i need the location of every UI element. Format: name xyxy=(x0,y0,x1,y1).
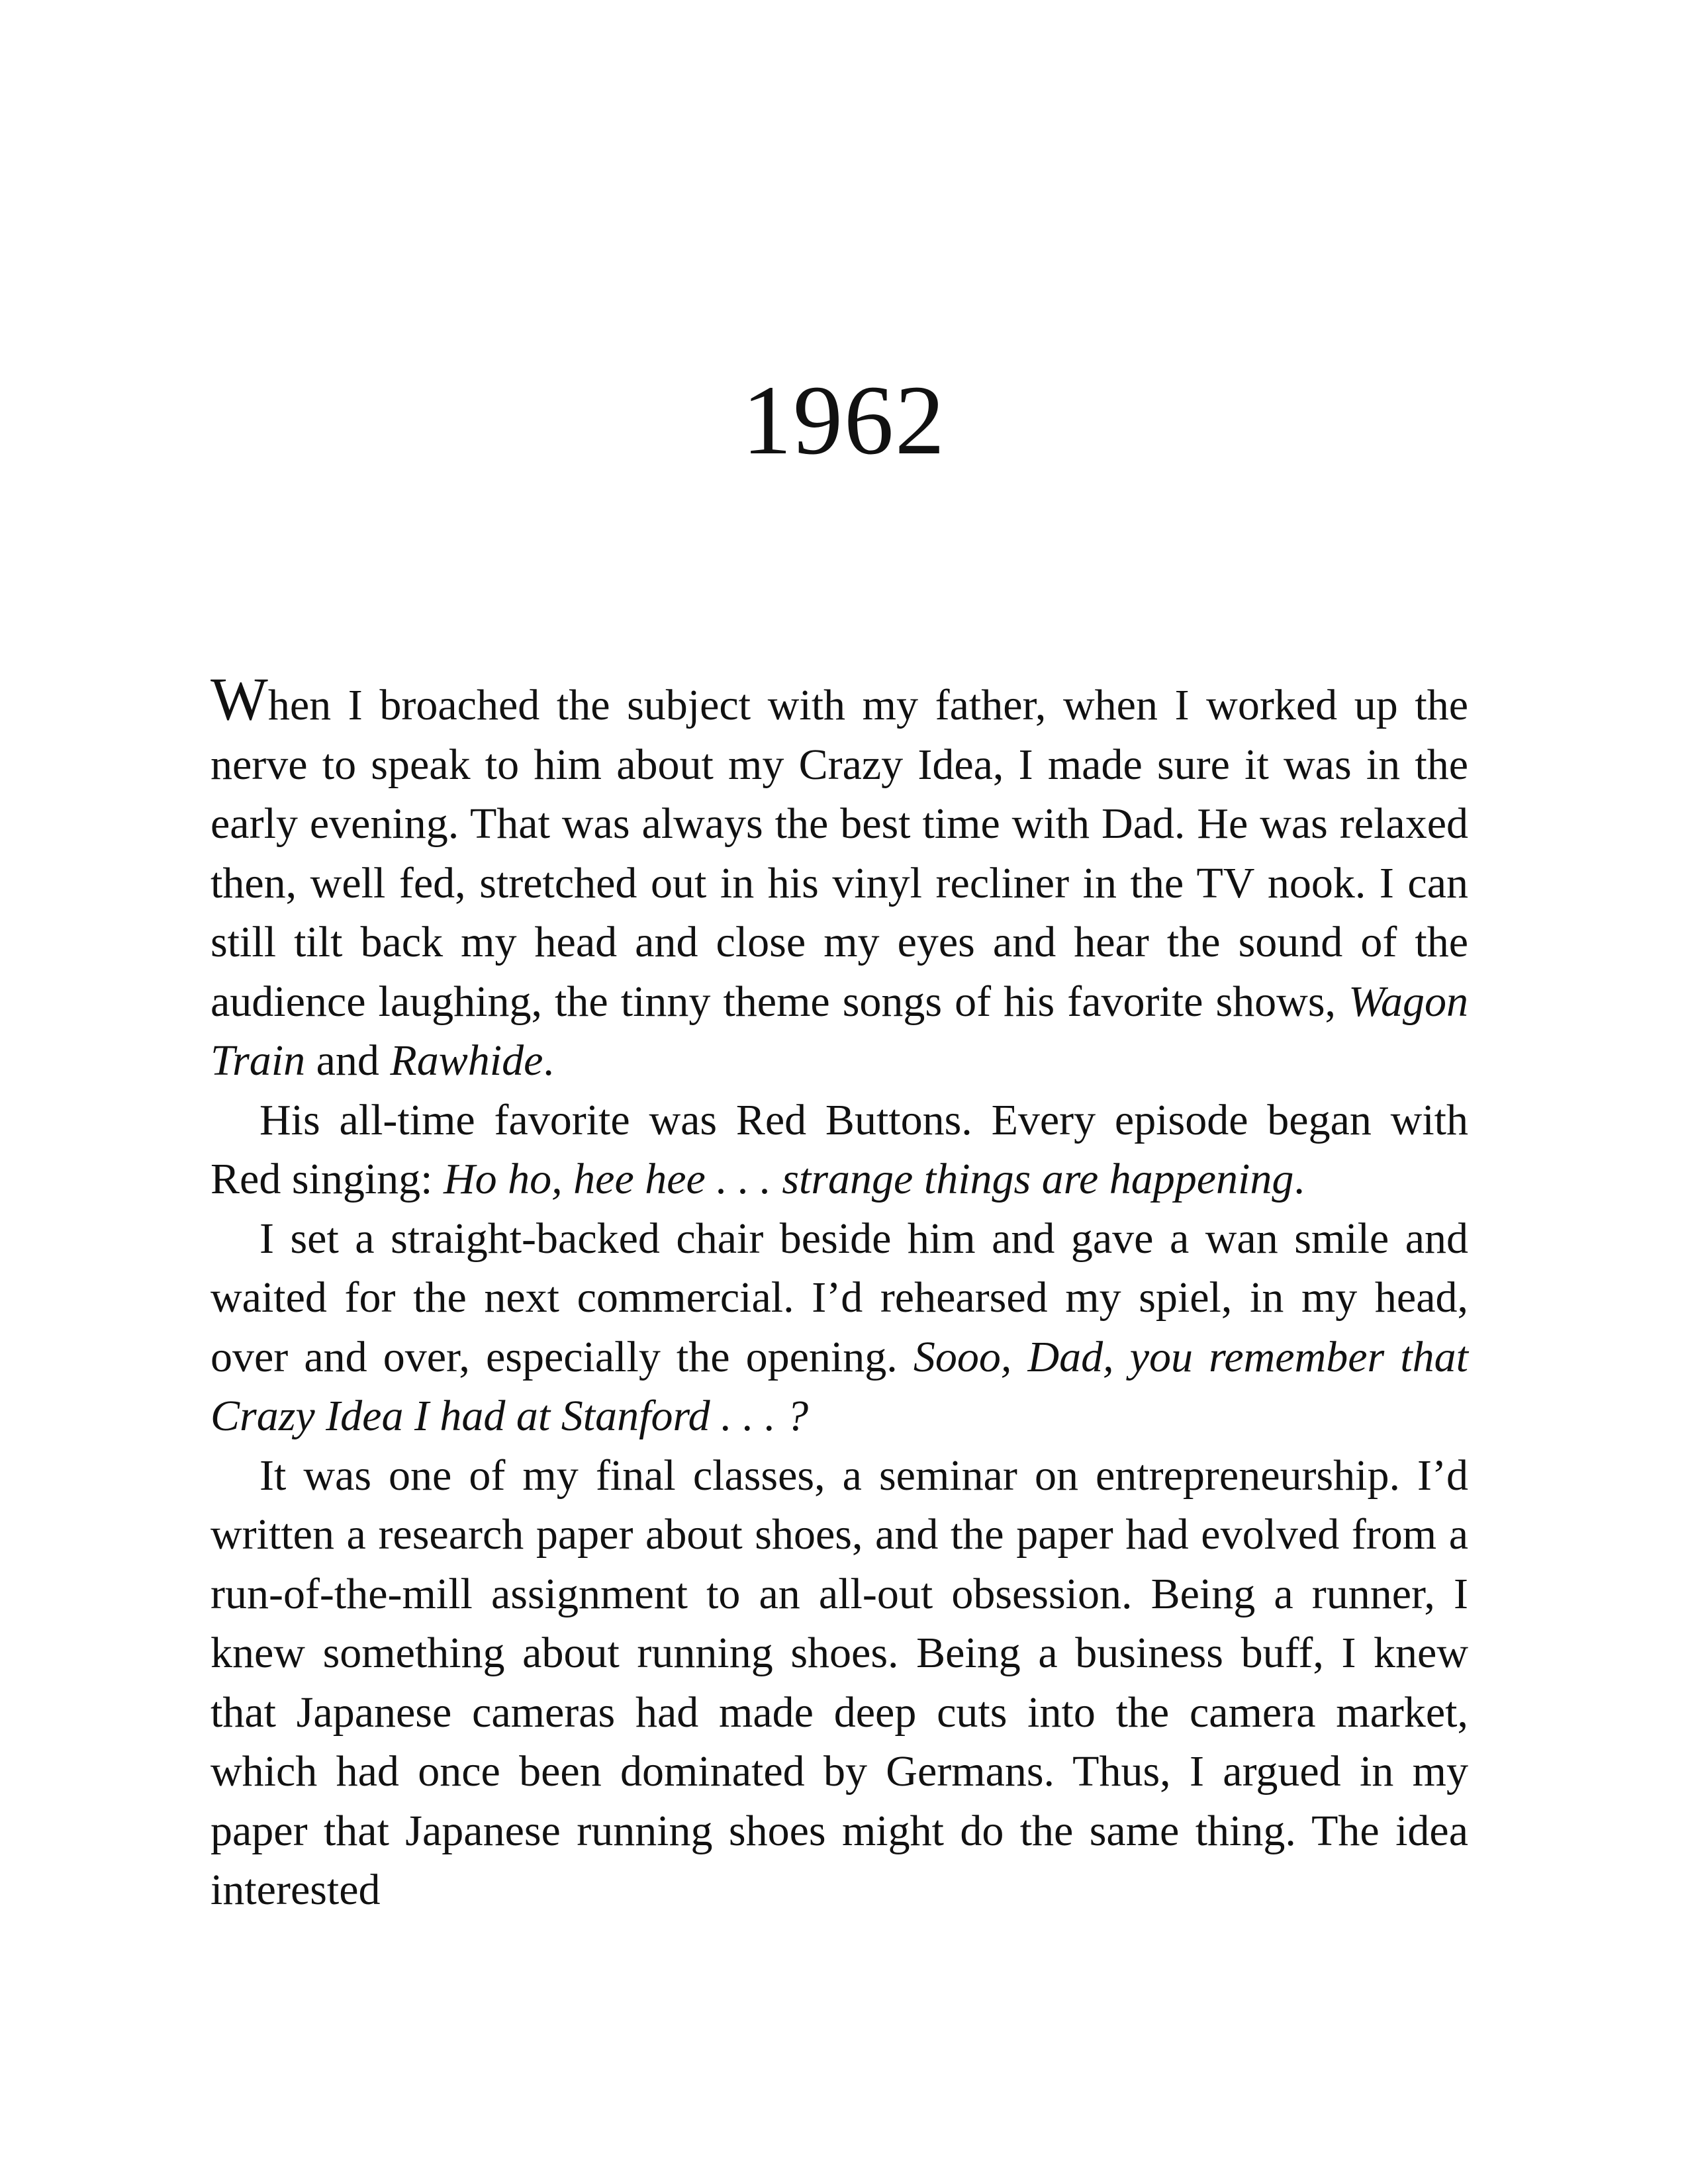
chapter-title: 1962 xyxy=(742,365,946,475)
paragraph-2-end: . xyxy=(1293,1155,1305,1203)
paragraph-1-end: . xyxy=(543,1036,554,1085)
paragraph-1-connector: and xyxy=(305,1036,391,1085)
paragraph-1-text: hen I broached the subject with my father, when I worked up the nerve to speak to him about my Crazy Idea, I made sure it was in the early evening. That was always the best time with Dad. He was relaxed then, well fed, stretched out in his vinyl recliner in the TV nook. I can still tilt back my head and close my eyes and hear the sound of the audience laughing, the tinny theme songs of his favorite shows, xyxy=(211,681,1468,1026)
lead-letter: W xyxy=(211,665,268,733)
song-lyric: Ho ho, hee hee . . . strange things are happening xyxy=(444,1155,1294,1203)
show-title-wagon-train: Wagon Train xyxy=(211,977,1468,1085)
paragraph-4-text: It was one of my final classes, a seminar on entrepreneurship. I’d written a research paper about shoes, and the paper had evolved from a run-of-the-mill assignment to an all-out obsession. Being a runner, I knew something about running shoes. Being a business buff, I knew that Japanese cameras had made deep cuts into the camera market, which had once been dominated by Germans. Thus, I argued in my paper that Japanese running shoes might do the same thing. The idea interested xyxy=(211,1451,1468,1914)
paragraph-1 xyxy=(211,665,1468,1091)
rehearsed-opening: Sooo, Dad, you remember that Crazy Idea I had at Stanford . . . ? xyxy=(211,1332,1468,1440)
paragraph-3 xyxy=(211,1209,1468,1446)
chapter-body xyxy=(211,665,1468,1920)
paragraph-4 xyxy=(211,1446,1468,1920)
lead-word xyxy=(211,665,268,733)
show-title-rawhide: Rawhide xyxy=(390,1036,543,1085)
paragraph-2 xyxy=(211,1091,1468,1209)
paragraph-2-text: His all-time favorite was Red Buttons. Every episode began with Red singing: xyxy=(211,1095,1468,1203)
paragraph-3-text: I set a straight-backed chair beside him and gave a wan smile and waited for the next commercial. I’d rehearsed my spiel, in my head, over and over, especially the opening. xyxy=(211,1214,1468,1381)
